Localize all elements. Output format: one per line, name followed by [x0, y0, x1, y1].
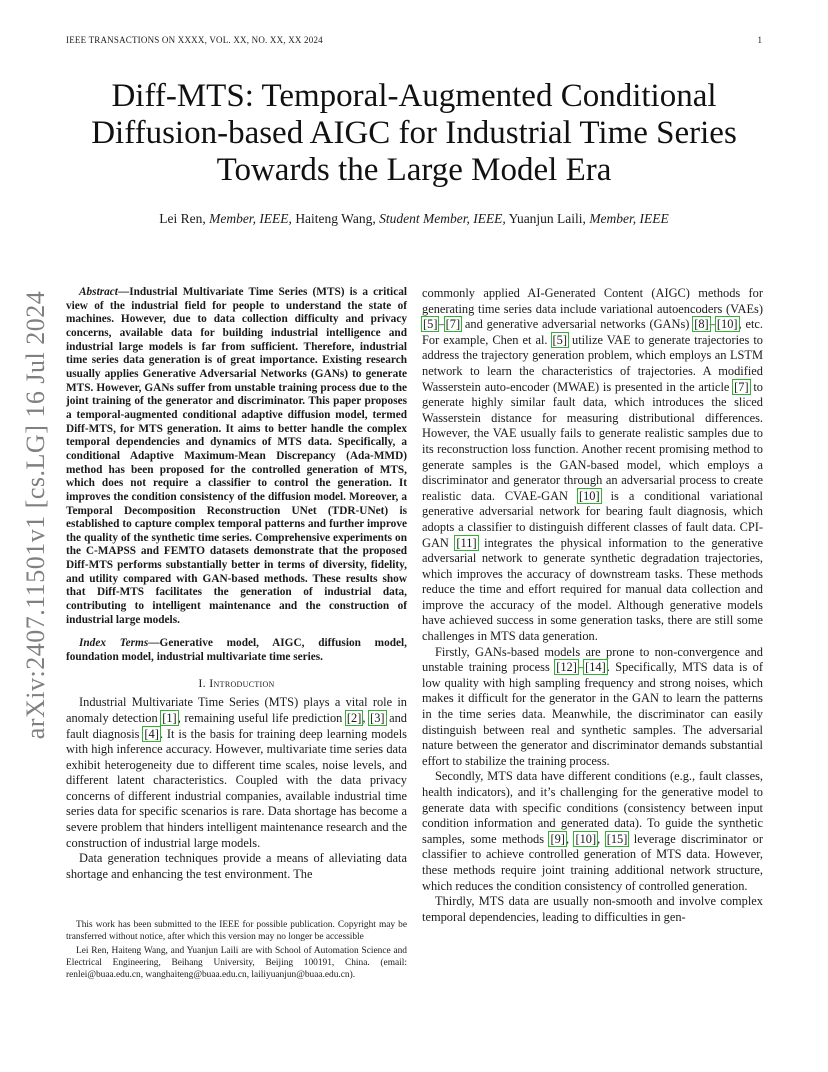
- body-paragraph: Data generation techniques provide a means of alleviating data shortage and enhancing the test environment. The: [66, 851, 407, 881]
- citation-link[interactable]: [2]: [346, 710, 362, 725]
- index-terms-dash: —: [148, 637, 160, 650]
- citation-link[interactable]: [8]: [694, 317, 709, 332]
- body-paragraph: Thirdly, MTS data are usually non-smooth and involve complex temporal dependencies, leading to difficulties in gen-: [422, 894, 763, 924]
- section-heading: [66, 676, 407, 692]
- paper-title: [60, 78, 768, 189]
- citation-link[interactable]: [3]: [370, 710, 385, 725]
- section-title: Introduction: [209, 675, 275, 690]
- text-run: to generate highly similar fault data, which introduces the sliced Wasserstein distance for measuring distributional differences. However, the VAE usually fails to generate realistic samples due to its reconstruction loss function. Another recent promising method to generate samples is the GAN-based model, which employs a discriminator and generator through an adversarial process to create realistic data. CVAE-GAN: [422, 379, 763, 503]
- text-run: –: [577, 660, 585, 675]
- citation-link[interactable]: [1]: [162, 710, 177, 725]
- citation-link[interactable]: [11]: [456, 535, 477, 550]
- body-paragraph: [422, 769, 763, 894]
- right-column: [422, 286, 763, 925]
- text-run: ,: [565, 831, 575, 846]
- body-paragraph: [422, 286, 763, 645]
- citation-link[interactable]: [5]: [552, 332, 567, 347]
- text-run: leverage discriminator or classifier to achieve controlled generation of MTS data. However, these methods require joint training additional network structure, which reduces the condition consistency of controlled generation.: [422, 831, 764, 893]
- text-run: . Specifically, MTS data is of low quality with high sampling frequency and strong noises, which makes it difficult for the generator in the GAN to learn the patterns in the time series data. Meanwhile, the discriminator can easily distinguish between real and synthetic samples. The adversarial nature between the generator and discriminator demands substantial effort to stabilize the training process.: [422, 660, 763, 768]
- title-line: Diffusion-based AIGC for Industrial Time Series: [91, 115, 737, 151]
- text-run: and generative adversarial networks (GANs): [461, 317, 694, 332]
- citation-link[interactable]: [10]: [575, 831, 597, 846]
- footnote-text: This work has been submitted to the IEEE for possible publication. Copyright may be transferred without notice, after which this version may no longer be accessible: [66, 920, 407, 942]
- title-line: Towards the Large Model Era: [216, 152, 612, 188]
- citation-link[interactable]: [9]: [550, 831, 565, 846]
- text-run: –: [709, 317, 716, 332]
- body-paragraph: [66, 695, 407, 851]
- text-run: Secondly, MTS data have different conditions (e.g., fault classes, health indicators), and it’s challenging for the generative model to generate data with specific conditions (consistency between input condition information and generated data). To guide the synthetic samples, some methods: [422, 769, 763, 846]
- title-line: Diff-MTS: Temporal-Augmented Conditional: [111, 78, 717, 114]
- author-role: Member, IEEE,: [209, 211, 292, 226]
- text-run: ,: [362, 710, 370, 725]
- text-run: –: [438, 317, 445, 332]
- body-paragraph: [422, 645, 763, 770]
- author-name: Haiteng Wang,: [291, 211, 380, 226]
- citation-link[interactable]: [15]: [606, 831, 628, 846]
- page-number: 1: [757, 35, 762, 45]
- abstract-dash: —: [117, 286, 130, 298]
- index-terms-text: Generative model, AIGC, diffusion model, foundation model, industrial multivariate time series.: [66, 637, 407, 664]
- citation-link[interactable]: [7]: [734, 379, 749, 394]
- text-run: , etc. For example, Chen et al.: [422, 317, 763, 347]
- arxiv-stamp: [20, 290, 52, 740]
- running-header: IEEE TRANSACTIONS ON XXXX, VOL. XX, NO. XX, XX 2024: [66, 35, 323, 45]
- text-run: is a conditional variational generative adversarial network for bearing fault diagnosis, which adopts a classifier to distinguish different classes of fault data. CPI-GAN: [422, 488, 763, 550]
- citation-link[interactable]: [4]: [144, 726, 159, 741]
- text-run: integrates the physical information to the generative adversarial network to generate synthetic degradation trajectories, which improves the accuracy of downstream tasks. These methods reduce the time and effort required for manual data collection and improve the accuracy of the model. Although generative models have achieved success in some generation tasks, there are still some challenges in MTS data generation.: [422, 535, 763, 644]
- text-run: ,: [597, 831, 606, 846]
- abstract-text: Industrial Multivariate Time Series (MTS) is a critical view of the industrial field for people to understand the state of machines. However, due to data collection difficulty and privacy concerns, available data for building industrial intelligence and industrial large models is far from sufficient. Therefore, industrial time series data generation is of great importance. Existing research usually applies Generative Adversarial Networks (GANs) to generate MTS. However, GANs suffer from unstable training process due to the joint training of the generator and discriminator. This paper proposes a temporal-augmented conditional adaptive diffusion model, termed Diff-MTS, for MTS generation. It aims to better handle the complex temporal dependencies and dynamics of MTS data. Specifically, a conditional Adaptive Maximum-Mean Discrepancy (Ada-MMD) method has been proposed for the controlled generation of MTS, which does not require a classifier to control the generation. It improves the condition consistency of the diffusion model. Moreover, a Temporal Decomposition Reconstruction UNet (TDR-UNet) is established to capture complex temporal patterns and further improve the quality of the synthetic time series. Comprehensive experiments on the C-MAPSS and FEMTO datasets demonstrate that the proposed Diff-MTS performs substantially better in terms of diversity, fidelity, and utility compared with GAN-based methods. These results show that Diff-MTS facilitates the generation of industrial data, contributing to intelligent maintenance and the construction of industrial large models.: [66, 286, 407, 626]
- section-number: I.: [198, 675, 210, 690]
- abstract: [66, 286, 407, 627]
- citation-link[interactable]: [12]: [556, 660, 577, 675]
- citation-link[interactable]: [5]: [423, 317, 438, 332]
- text-run: , remaining useful life prediction: [177, 710, 346, 725]
- text-run: . It is the basis for training deep learning models with high inference accuracy. However, multivariate time series data exhibit heterogeneity due to different time scales, noise levels, and different latent characteristics. Coupled with the data privacy concerns of different industrial companies, available industrial time series data for specific scenarios is rare. Data shortage has become a severe problem that hinders intelligent maintenance research and the construction of industrial large models.: [66, 726, 408, 850]
- index-terms: [66, 637, 407, 664]
- arxiv-id: arXiv:2407.11501v1 [cs.LG] 16 Jul 2024: [21, 290, 50, 740]
- footnote: [66, 920, 407, 984]
- citation-link[interactable]: [10]: [716, 317, 738, 332]
- citation-link[interactable]: [14]: [585, 660, 606, 675]
- author-name: Lei Ren,: [159, 211, 210, 226]
- text-run: utilize VAE to generate trajectories to address the trajectory generation problem, which employs an LSTM network to learn the characteristics of trajectories. A modified Wasserstein auto-encoder (MWAE) is presented in the article: [422, 332, 763, 394]
- author-name: Yuanjun Laili,: [505, 211, 590, 226]
- index-terms-label: Index Terms: [79, 637, 149, 650]
- abstract-label: Abstract: [79, 286, 118, 298]
- text-run: commonly applied AI-Generated Content (AIGC) methods for generating time series data include variational autoencoders (VAEs): [422, 286, 763, 316]
- text-run: Firstly, GANs-based models are prone to non-convergence and unstable training process: [422, 644, 763, 675]
- text-run: Industrial Multivariate Time Series (MTS) plays a vital role in anomaly detection: [66, 695, 407, 725]
- citation-link[interactable]: [7]: [445, 317, 461, 332]
- left-column: [66, 286, 407, 882]
- author-role: Student Member, IEEE,: [379, 211, 506, 226]
- footnote-text: Lei Ren, Haiteng Wang, and Yuanjun Laili are with School of Automation Science and Electrical Engineering, Beihang University, Beijing 100191, China. (email: renlei@buaa.edu.cn, wanghaiteng@buaa.edu.cn, lailiyuanjun@buaa.edu.cn).: [66, 945, 407, 980]
- author-role: Member, IEEE: [589, 211, 669, 226]
- citation-link[interactable]: [10]: [578, 488, 600, 503]
- text-run: and fault diagnosis: [66, 710, 407, 741]
- author-list: [60, 211, 768, 227]
